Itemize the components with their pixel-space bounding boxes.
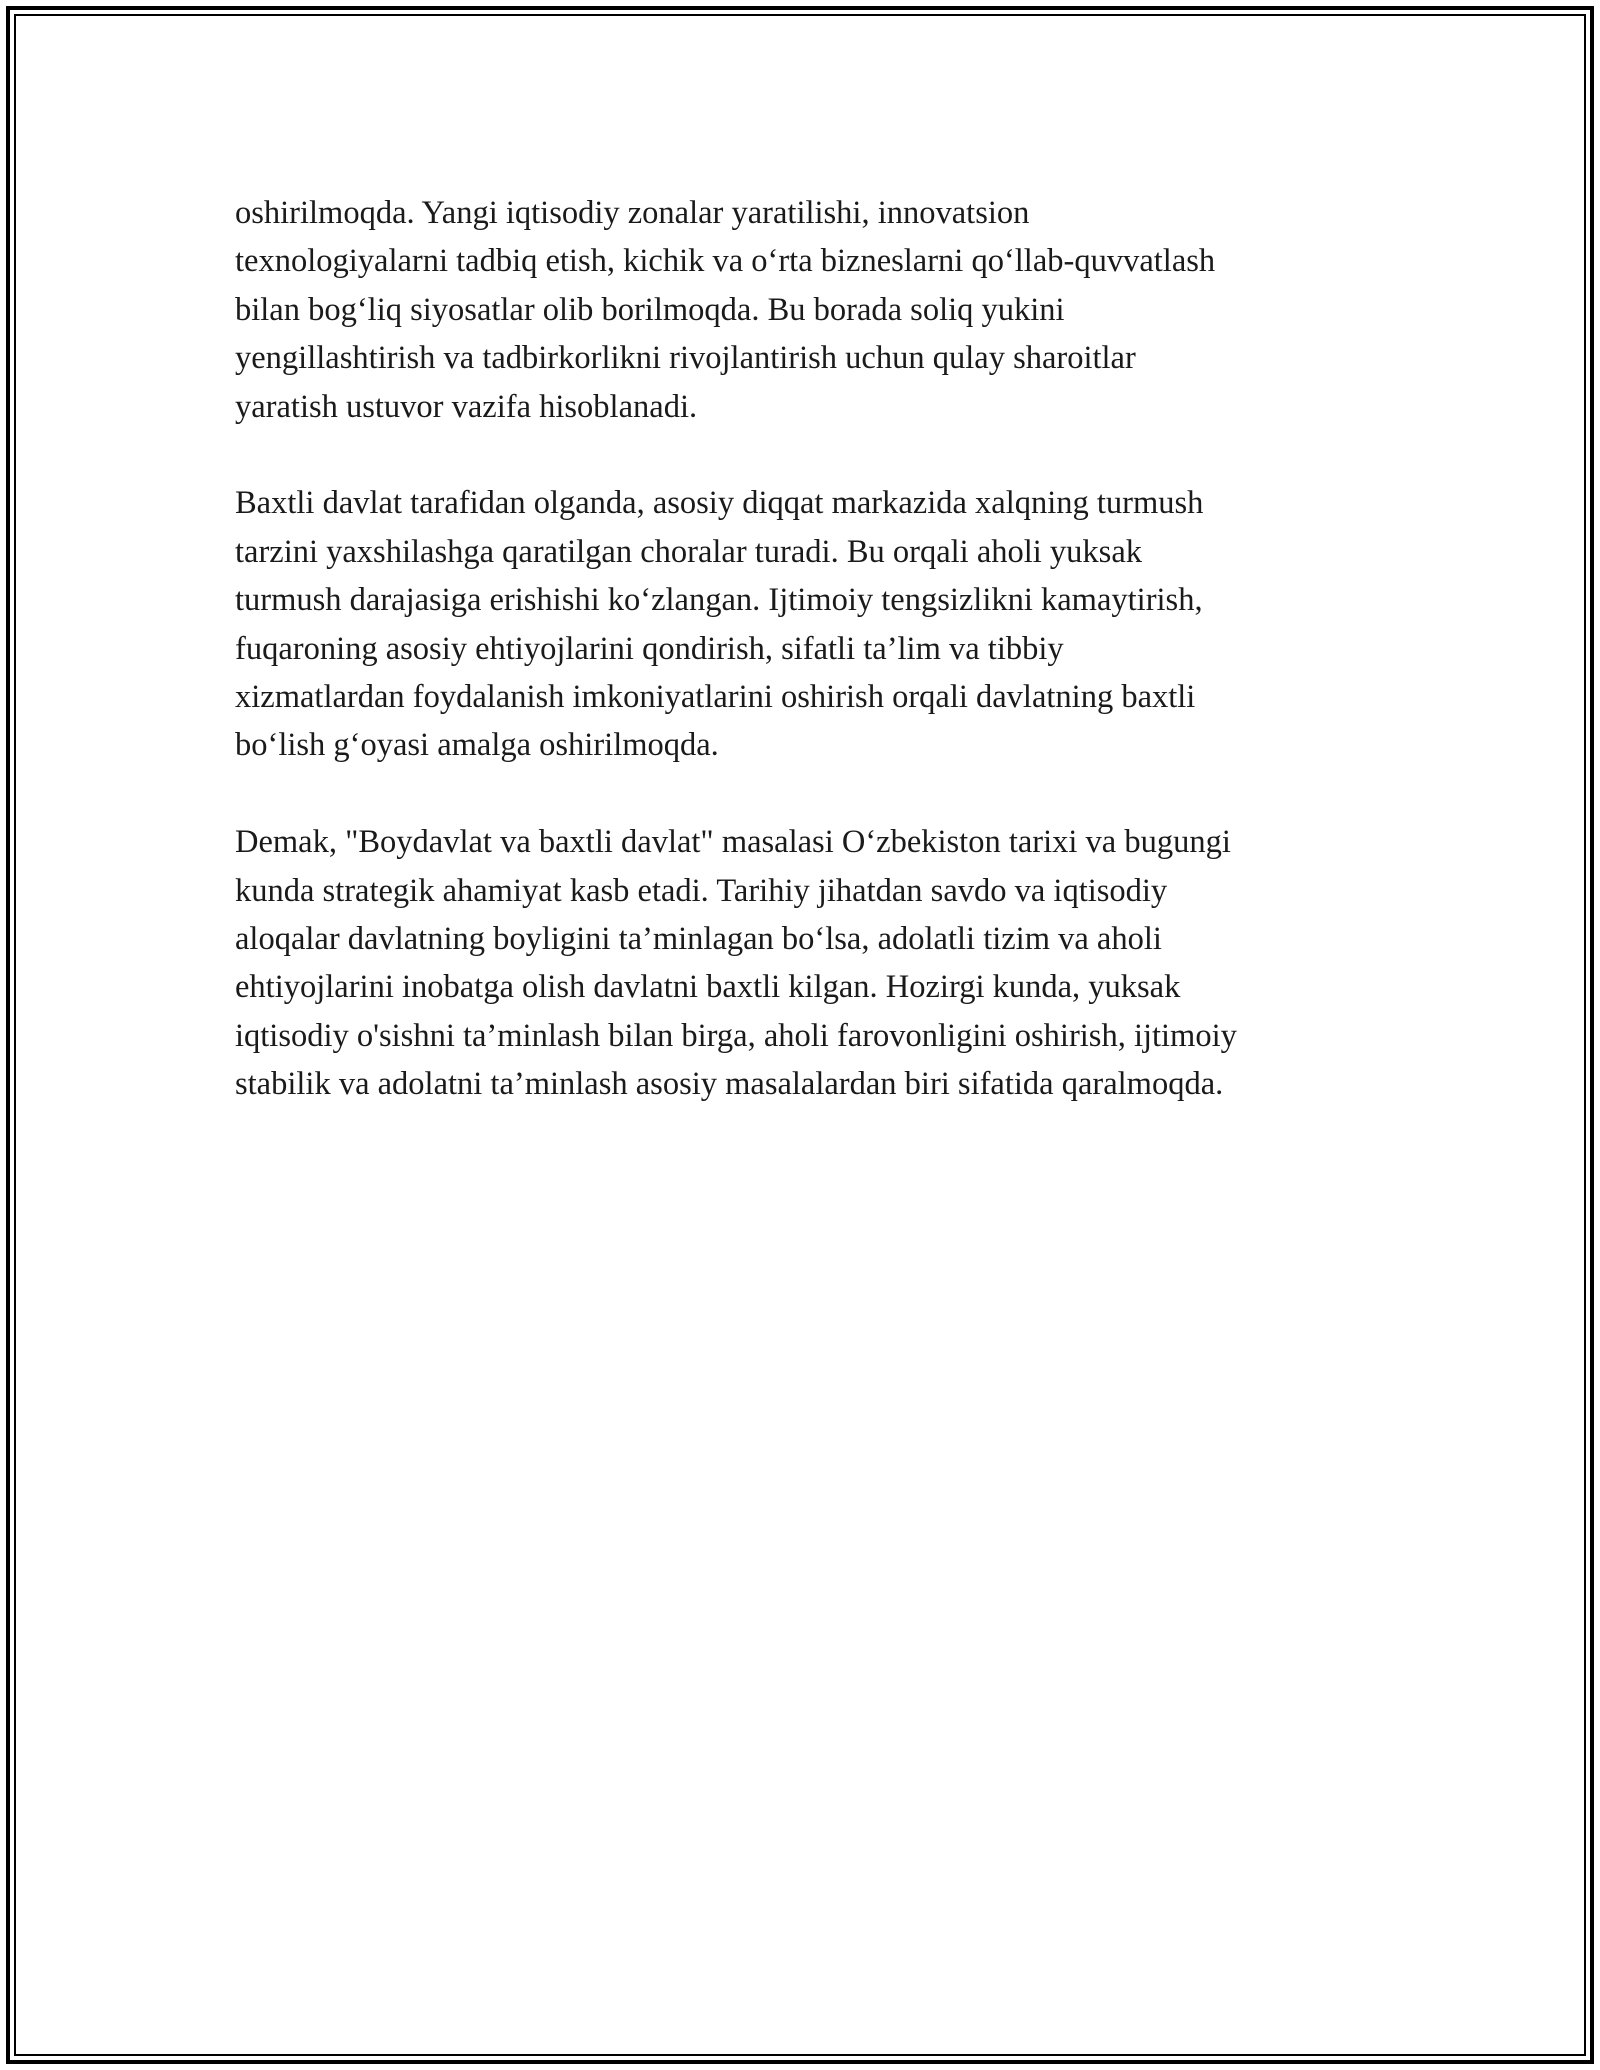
document-body [235, 189, 1385, 1157]
paragraph-3: Demak, "Boydavlat va baxtli davlat" masalasi O‘zbekiston tarixi va bugungi kunda strategik ahamiyat kasb etadi. Tarihiy jihatdan savdo va iqtisodiy aloqalar davlatning boyligini ta’minlagan bo‘lsa, adolatli tizim va aholi ehtiyojlarini inobatga olish davlatni baxtli kilgan. Hozirgi kunda, yuksak iqtisodiy o'sishni ta’minlash bilan birga, aholi farovonligini oshirish, ijtimoiy stabilik va adolatni ta’minlash asosiy masalalardan biri sifatida qaralmoqda. [235, 824, 1237, 1103]
paragraph-1: oshirilmoqda. Yangi iqtisodiy zonalar yaratilishi, innovatsion texnologiyalarni tadbiq etish, kichik va o‘rta bizneslarni qo‘llab-quvvatlash bilan bog‘liq siyosatlar olib borilmoqda. Bu borada soliq yukini yengillashtirish va tadbirkorlikni rivojlantirish uchun qulay sharoitlar yaratish ustuvor vazifa hisoblanadi. [235, 195, 1216, 425]
paragraph-2: Baxtli davlat tarafidan olganda, asosiy diqqat markazida xalqning turmush tarzini yaxshilashga qaratilgan choralar turadi. Bu orqali aholi yuksak turmush darajasiga erishishi ko‘zlangan. Ijtimoiy tengsizlikni kamaytirish, fuqaroning asosiy ehtiyojlarini qondirish, sifatli ta’lim va tibbiy xizmatlardan foydalanish imkoniyatlarini oshirish orqali davlatning baxtli bo‘lish g‘oyasi amalga oshirilmoqda. [235, 485, 1204, 764]
